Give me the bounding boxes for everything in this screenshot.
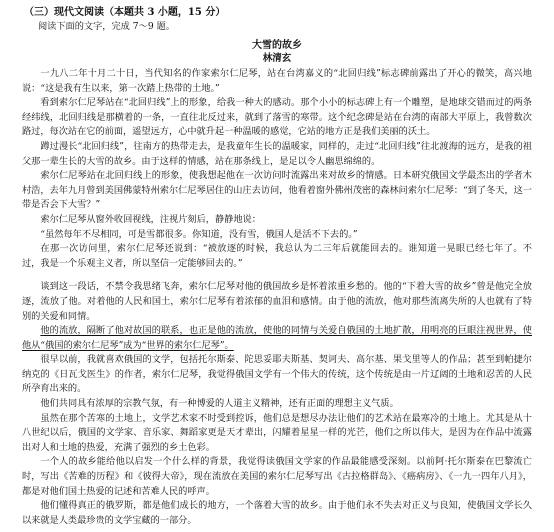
- paragraph: 虽然在那个苦寒的土地上，文学艺术家不时受到控诉，他们总是想尽办法让他们的艺术站在最寒冷的土地上。尤其是从十八世纪以后，俄国的文学家、音乐家、舞蹈家更是天才辈出，闪耀着星星一样的光芒，他们之所以伟大，是因为在作品中流露出对人和土地的热爱，充满了强烈的乡土色彩。: [22, 412, 532, 453]
- paragraph: 很早以前，我就喜欢俄国的文学，包括托尔斯泰、陀思妥耶夫斯基、契诃夫、高尔基、果戈里等人的作品；甚至到帕捷尔纳克的《日瓦戈医生》的作者，索尔仁尼琴，我觉得俄国文学有一个伟大的传统，这个传统是由一片辽阔的土地和忍苦的人民所孕育出来的。: [22, 354, 532, 395]
- article-title: 大雪的故乡: [252, 40, 302, 51]
- paragraph: 他们懂得真正的俄罗斯，都是他们成长的地方，一个落着大雪的故乡。由于他们永不失去对正义与良知，使俄国文学长久以来就是人类最珍贵的文学宝藏的一部分。: [22, 500, 532, 526]
- paragraph: 蹲过漫长“北回归线”，往南方的热带走去，是我童年生长的温暖家，同样的，走过“北回归线”往北渡海的远方，是我的祖父那一辈生长的大雪的故乡。由于这样的情感，站在那条线上，是足以令人幽思绵绵的。: [22, 140, 532, 167]
- article-author: 林清玄: [262, 53, 292, 64]
- paragraph: 索尔仁尼琴站在北回归线上的形象，使我想起他在一次访问时流露出来对故乡的情感。日本研究俄国文学最杰出的学者木村浩，去年九月曾到美国佛蒙特州索尔仁尼琴居住的山庄去访问，他看着窗外佛州茂密的森林问索尔仁尼琴：“到了冬天，这一带是否会下大雪？”: [22, 170, 533, 211]
- paragraph: 一九八二年十月二十日，当代知名的作家索尔仁尼琴，站在台湾嘉义的“北回归线”标志碑前露出了开心的微笑，高兴地说：“这是我有生以来，第一次踏上热带的土地。”: [22, 68, 532, 94]
- underlined-paragraph: 他的流放，隔断了他对故国的联系，也正是他的流放，使他的同情与关爱自俄国的土地扩散，用明亮的巨眼注视世界，使他从“俄国的索尔仁尼琴”成为“世界的索尔仁尼琴”。: [22, 325, 532, 351]
- paragraph: 在那一次访问里，索尔仁尼琴还说到：“被放逐的时候，我总认为二三年后就能回去的。谁知道一晃眼已经七年了。不过，我是一个乐观主义者，所以坚信一定能够回去的。”: [22, 243, 532, 269]
- paragraph: 他们共同具有浓厚的宗教气氛，有一种博爱的人道主义精神，还有正面的理想主义气质。: [40, 398, 399, 410]
- paragraph: “虽然每年不尽相同，可是雪都很多。你知道，没有雪，俄国人是活不下去的。”: [40, 228, 358, 240]
- paragraph: 谈到这一段话，不禁令我思绪飞奔，索尔仁尼琴对他的俄国故乡是怀着浓重乡愁的。他的“下着大雪的故乡”曾是他完全放逐，流放了他。对着他的人民和国土，索尔仁尼琴有着浓郁的血泪和感情。由于他的流放，他对那些流离失所的人也就有了特别的关爱和同情。: [22, 281, 532, 322]
- article-body: [22, 67, 532, 528]
- section-instructions: 阅读下面的文字，完成 7～9 题。: [38, 21, 175, 32]
- paragraph: 看到索尔仁尼琴站在“北回归线”上的形象，给我一种大的感动。那个小小的标志碑上有一个雕塑，是地球交错而过的两条经纬线，北回归线是那横着的一条，一直往北反过来，就到了落雪的寒带。这个纪念碑是站在台湾的南部大平原上，我曾数次路过，每次站在它的前面，遥望远方，心中就升起一种温暖的感觉，它站的地方正是我们美丽的沃土。: [22, 97, 532, 138]
- paragraph: 索尔仁尼琴从窗外收回视线，注视片刻后，静静地说：: [40, 213, 261, 225]
- paragraph: 一个人的故乡能给他以启发一个什么样的背景，我觉得读俄国文学家的作品最能感受深刻。以前阿·托尔斯泰在巴黎流亡时，写出《苦难的历程》和《彼得大帝》，现在流放在美国的索尔仁尼琴写出《古拉格群岛》、《癌病房》、《一九一四年八月》，都是对他们国土热爱的记述和苦难人民的呼声。: [22, 456, 532, 497]
- section-heading: （三）现代文阅读（本题共 3 小题，15 分）: [24, 7, 226, 18]
